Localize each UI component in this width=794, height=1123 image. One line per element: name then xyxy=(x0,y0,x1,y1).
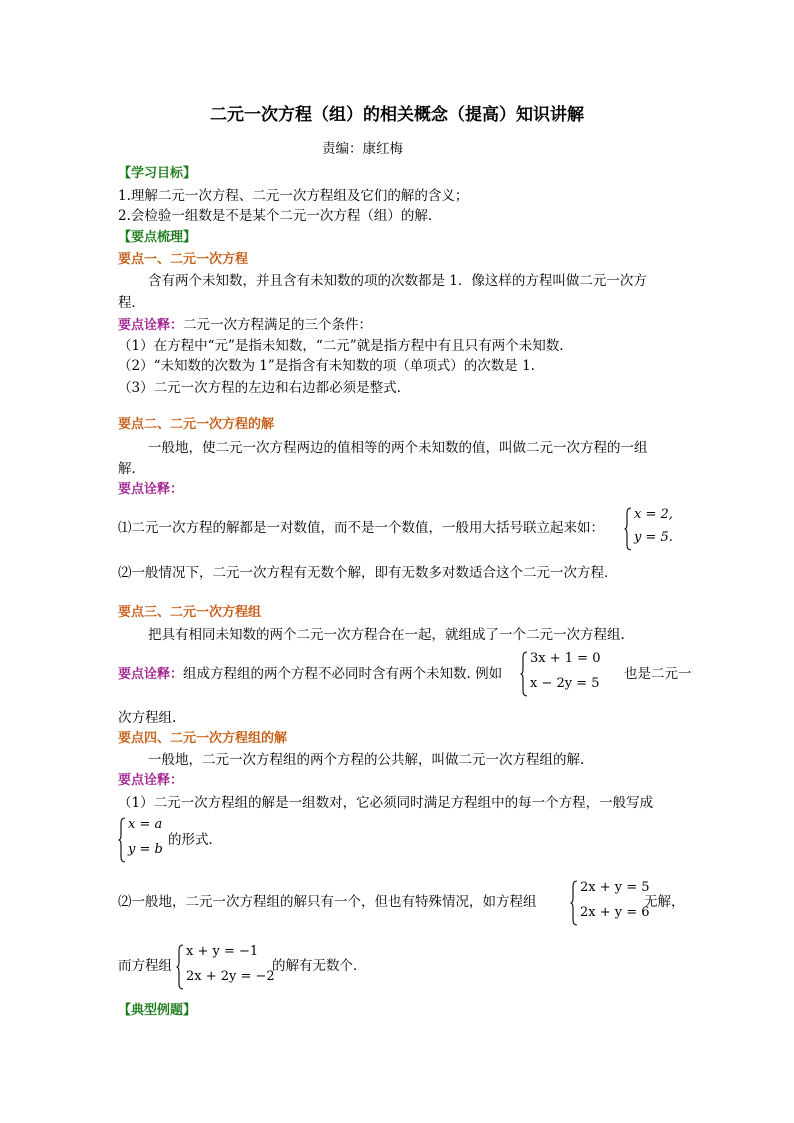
left-brace-icon xyxy=(118,817,126,863)
point4-item3-tail: 的解有无数个． xyxy=(272,958,367,974)
review-heading: 【要点梳理】 xyxy=(118,230,197,245)
system-line: 3x + 1 = 0 xyxy=(530,651,601,666)
point4-note-label: 要点诠释： xyxy=(118,773,184,788)
system-line: 2x + y = 5 xyxy=(580,880,650,895)
system-line: x = a xyxy=(128,817,163,832)
left-brace-icon xyxy=(176,944,184,990)
point4-item2-tail: 无解， xyxy=(644,894,685,910)
point2-heading: 要点二、二元一次方程的解 xyxy=(118,417,275,432)
point1-note xyxy=(118,316,372,335)
equation-system xyxy=(118,817,168,863)
system-line: y = 5. xyxy=(634,530,673,545)
point2-body: 一般地，使二元一次方程两边的值相等的两个未知数的值，叫做二元一次方程的一组 xyxy=(148,440,648,456)
system-line: 2x + y = 6 xyxy=(580,905,650,920)
examples-heading: 【典型例题】 xyxy=(118,1003,197,1018)
left-brace-icon xyxy=(624,507,632,551)
point3-heading: 要点三、二元一次方程组 xyxy=(118,605,262,620)
point1-item: （2）“未知数的次数为 1”是指含有未知数的项（单项式）的次数是 1. xyxy=(118,358,535,374)
equation-system xyxy=(624,507,684,551)
point2-item1: ⑴二元一次方程的解都是一对数值，而不是一个数值，一般用大括号联立起来如： xyxy=(118,520,604,536)
point2-item2: ⑵一般情况下，二元一次方程有无数个解，即有无数多对数适合这个二元一次方程． xyxy=(118,565,618,581)
point3-note-tail: 也是二元一 xyxy=(624,666,692,682)
page-title: 二元一次方程（组）的相关概念（提高）知识讲解 xyxy=(210,105,584,125)
note-label: 要点诠释： xyxy=(118,318,184,333)
point2-note-label: 要点诠释： xyxy=(118,482,184,497)
system-line: x = 2, xyxy=(634,507,673,522)
note-text: 二元一次方程满足的三个条件： xyxy=(183,317,373,333)
point4-item3-head: 而方程组 xyxy=(118,958,172,974)
point1-item: （3）二元一次方程的左边和右边都必须是整式. xyxy=(118,380,401,396)
equation-system xyxy=(176,944,276,990)
left-brace-icon xyxy=(570,880,578,926)
note-label: 要点诠释： xyxy=(118,667,184,682)
goal-item: 1.理解二元一次方程、二元一次方程组及它们的解的含义； xyxy=(118,188,469,204)
point4-item1: （1）二元一次方程组的解是一组数对，它必须同时满足方程组中的每一个方程，一般写成 xyxy=(118,795,654,811)
point3-body: 把具有相同未知数的两个二元一次方程合在一起，就组成了一个二元一次方程组. xyxy=(148,627,625,643)
point2-body-cont: 解． xyxy=(118,461,145,477)
system-line: x + y = −1 xyxy=(186,944,259,959)
point4-heading: 要点四、二元一次方程组的解 xyxy=(118,731,288,746)
point4-item1-tail: 的形式． xyxy=(168,832,222,848)
point4-item2: ⑵一般地，二元一次方程组的解只有一个，但也有特殊情况，如方程组 xyxy=(118,894,537,910)
goals-heading: 【学习目标】 xyxy=(118,166,197,181)
point1-item: （1）在方程中“元”是指未知数，“二元”就是指方程中有且只有两个未知数. xyxy=(118,338,564,354)
point3-note xyxy=(118,665,502,684)
note-text: 组成方程组的两个方程不必同时含有两个未知数. 例如 xyxy=(183,666,503,682)
point1-body-cont: 程． xyxy=(118,295,145,311)
system-line: x − 2y = 5 xyxy=(530,676,600,691)
equation-system xyxy=(520,651,610,697)
point3-note-cont: 次方程组. xyxy=(118,710,177,726)
goal-item: 2.会检验一组数是不是某个二元一次方程（组）的解. xyxy=(118,208,433,224)
point4-body: 一般地，二元一次方程组的两个方程的公共解，叫做二元一次方程组的解. xyxy=(148,752,585,768)
system-line: 2x + 2y = −2 xyxy=(186,969,275,984)
point1-heading: 要点一、二元一次方程 xyxy=(118,252,249,267)
editor-line: 责编：康红梅 xyxy=(322,141,403,157)
point1-body: 含有两个未知数，并且含有未知数的项的次数都是 1．像这样的方程叫做二元一次方 xyxy=(148,273,647,289)
system-line: y = b xyxy=(128,842,163,857)
left-brace-icon xyxy=(520,651,528,697)
